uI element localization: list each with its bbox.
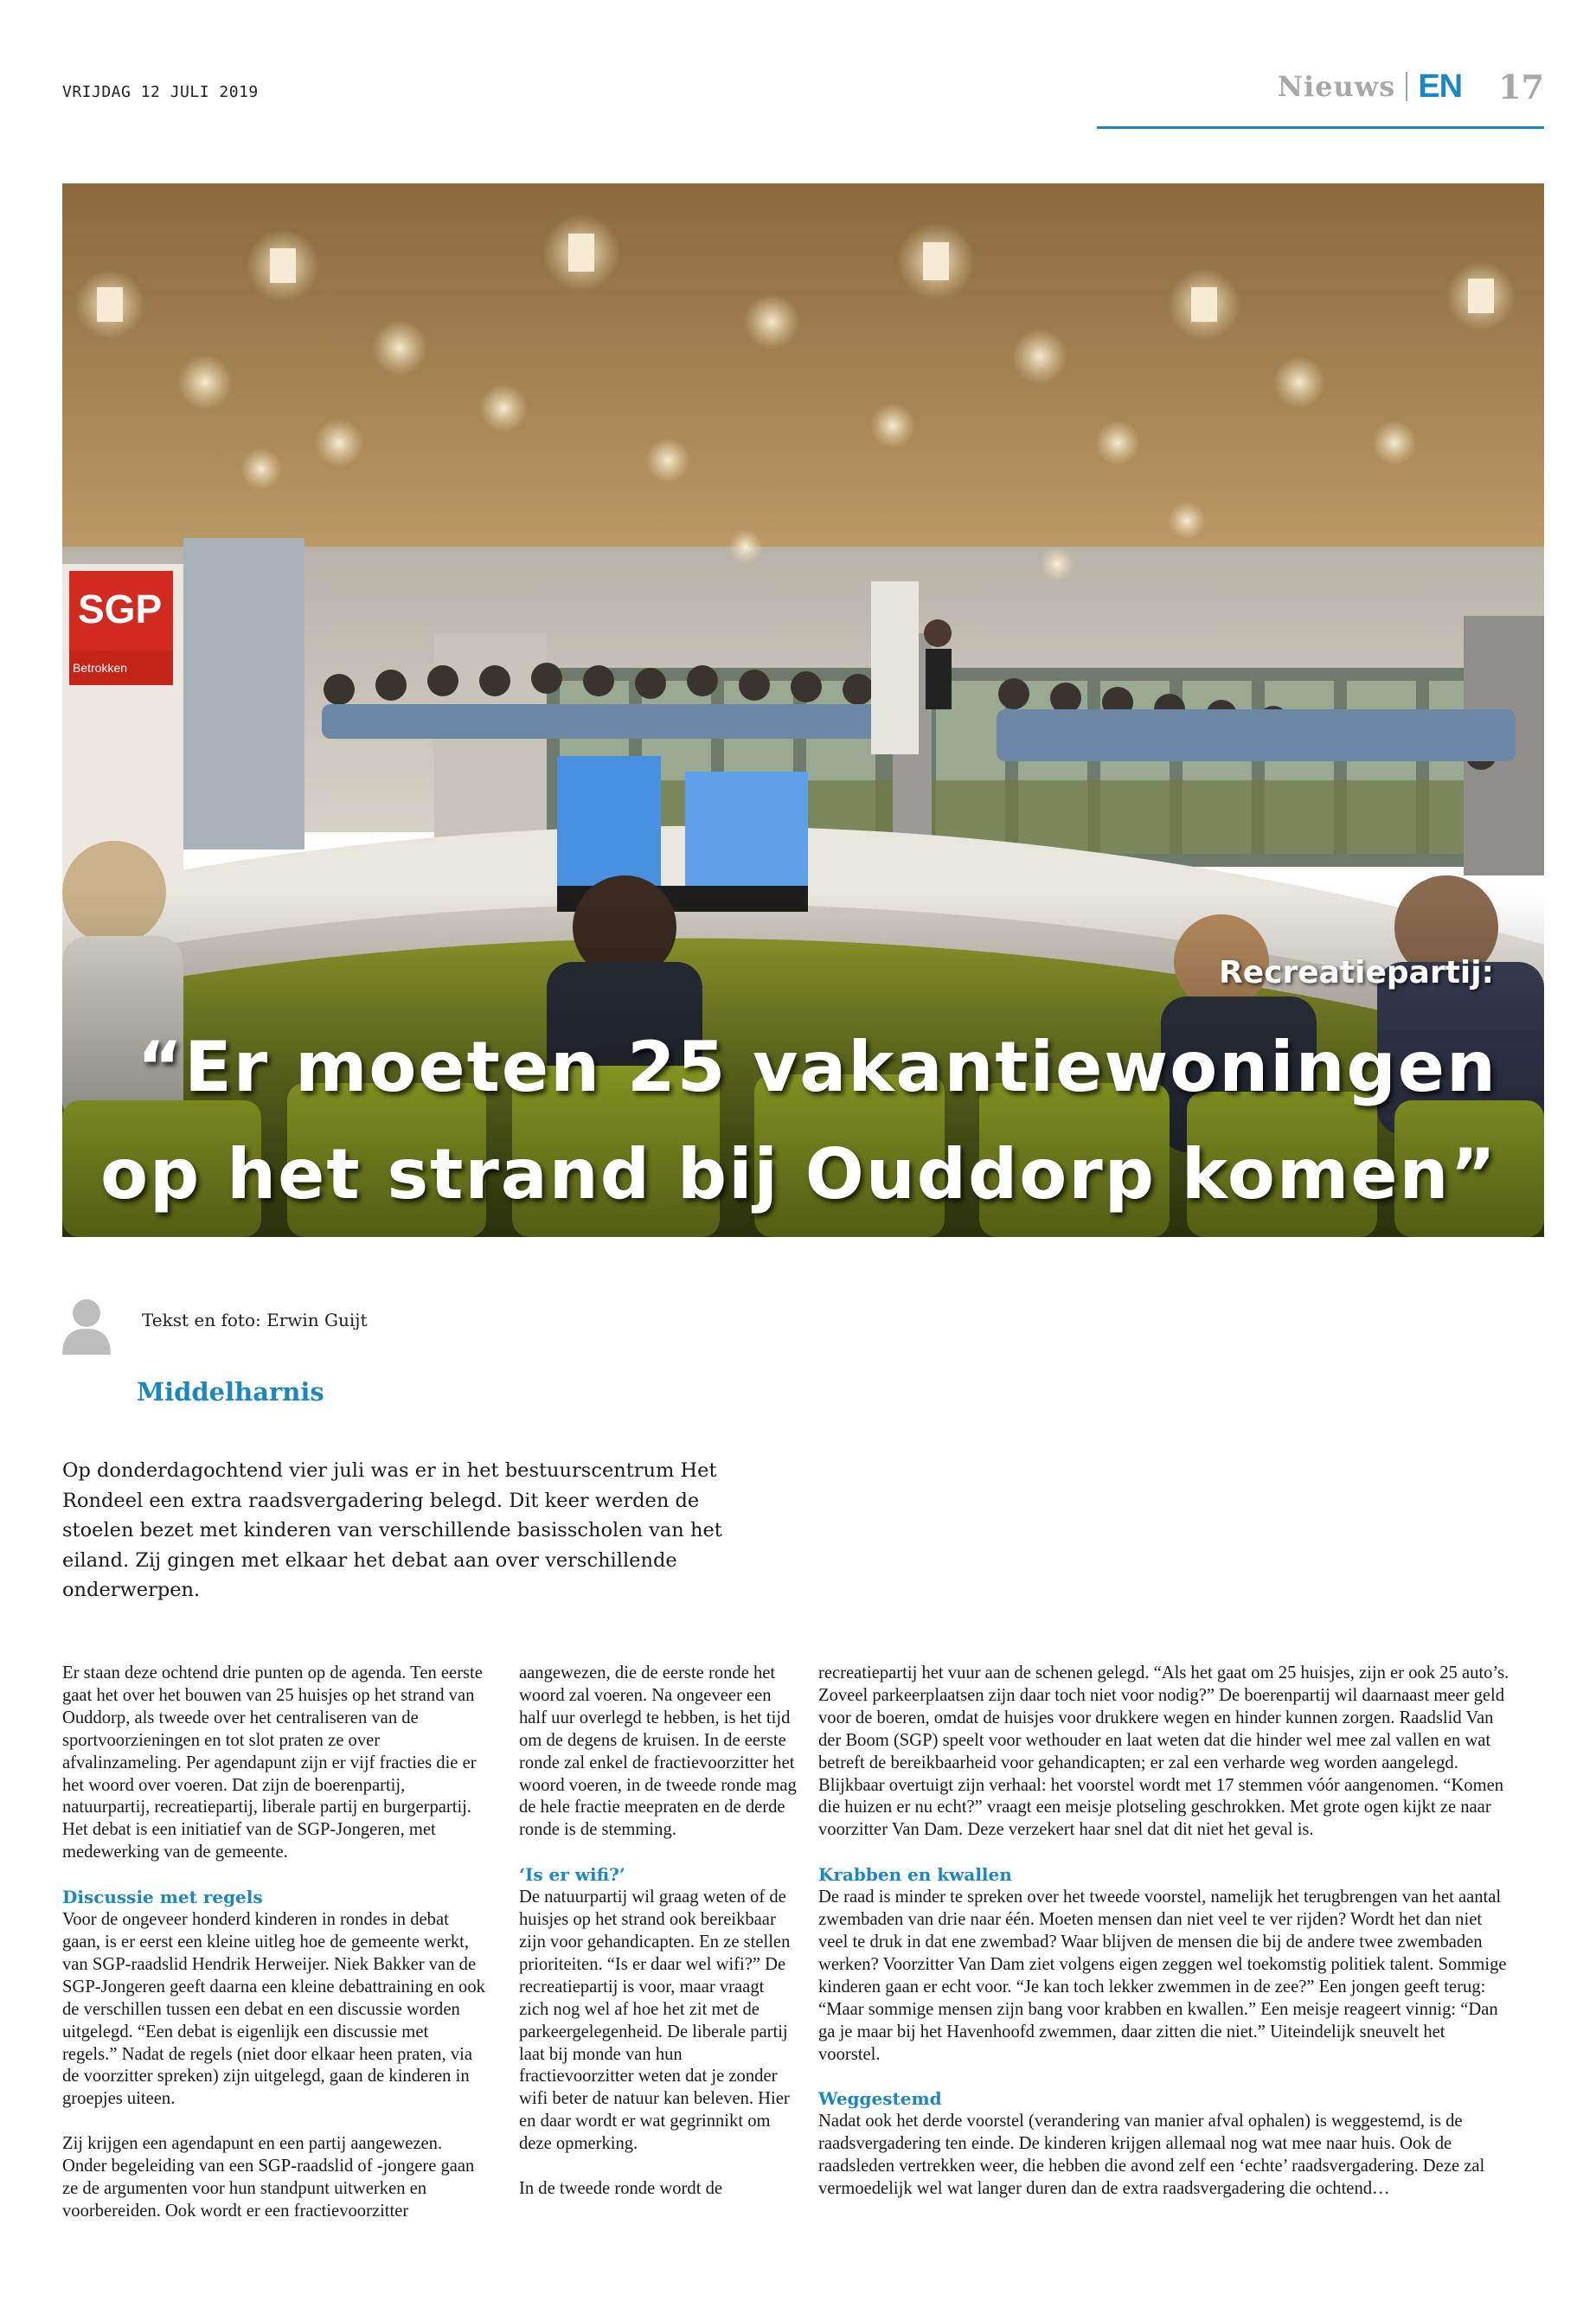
- subheading: Krabben en kwallen: [818, 1864, 1012, 1886]
- newspaper-logo: EN: [1418, 67, 1463, 105]
- banner-text: Betrokken: [73, 661, 128, 675]
- paragraph: De natuurpartij wil graag weten of de huisjes op het strand ook bereikbaar zijn voor gehandicapten. En ze stellen prioriteiten. “Is er daar wel wifi?” De recreatiepartij is voor, maar vraagt zich nog wel af hoe het zit met de parkeergelegenheid. De liberale partij laat bij monde van hun fractievoorzitter weten dat je zonder wifi beter de natuur kan beleven. Hier en daar wordt er wat gegrinnikt om deze opmerking.: [519, 1888, 791, 2154]
- page-number: 17: [1498, 67, 1544, 106]
- paragraph: Er staan deze ochtend drie punten op de agenda. Ten eerste gaat het over het bouwen van 25 huisjes op het strand van Ouddorp, als tweede over het centraliseren van de sportvoorzieningen en tot slot praten ze over afvalinzameling. Per agendapunt zijn er vijf fracties die er het woord over voeren. Dat zijn de boerenpartij, natuurpartij, recreatiepartij, liberale partij en burgerpartij. Het debat is een initiatief van de SGP-Jongeren, met medewerking van de gemeente.: [62, 1663, 483, 1862]
- section-label: Nieuws: [1277, 70, 1396, 103]
- body-column-3: [818, 1663, 1510, 2201]
- lead-paragraph: Op donderdagochtend vier juli was er in het bestuurscentrum Het Rondeel een extra raadsvergadering belegd. Dit keer werden de stoelen bezet met kinderen van verschillende basisscholen van het eiland. Zij gingen met elkaar het debat aan over verschillende onderwerpen.: [62, 1459, 722, 1601]
- paragraph: De raad is minder te spreken over het tweede voorstel, namelijk het terugbrengen van het aantal zwembaden van drie naar één. Moeten mensen dan niet veel te ver rijden? Wordt het dan niet veel te druk in dat ene zwembad? Waar blijven de mensen die bij de andere twee zwembaden werken? Voorzitter Van Dam ziet volgens eigen zeggen wel toekomstig politiek talent. Sommige kinderen gaan er echt voor. “Je kan toch lekker zwemmen in de zee?” Een jongen geeft terug: “Maar sommige mensen zijn bang voor krabben en kwallen.” Een meisje reageert vinnig: “Dan ga je maar bij het Havenhoofd zwemmen, daar zitten die niet.” Uiteindelijk sneuvelt het voorstel.: [818, 1888, 1507, 2064]
- paragraph: Zij krijgen een agendapunt en een partij aangewezen. Onder begeleiding van een SGP-raadslid of -jongere gaan ze de argumenten voor hun standpunt uitwerken en voorbereiden. Ook wordt er een fractievoorzitter: [62, 2134, 475, 2221]
- headline-line-2: op het strand bij Ouddorp komen”: [100, 1134, 1497, 1215]
- paragraph: aangewezen, die de eerste ronde het woord zal voeren. Na ongeveer een half uur overlegd te hebben, is het tijd om de degens de kruisen. In de eerste ronde zal enkel de fractievoorzitter het woord voeren, in de tweede ronde mag de hele fractie meepraten en de derde ronde is de stemming.: [519, 1663, 797, 1840]
- body-column-1: [62, 1663, 486, 2223]
- paragraph: recreatiepartij het vuur aan de schenen gelegd. “Als het gaat om 25 huisjes, zijn er ook 25 auto’s. Zoveel parkeerplaatsen zijn daar toch niet voor nodig?” De boerenpartij wil daarnaast meer geld voor de boeren, omdat de huisjes voor drukkere wegen en hinder kunnen zorgen. Raadslid Van der Boom (SGP) speelt voor wethouder en laat weten dat die hinder wel mee zal vallen en wat betreft de bereikbaarheid voor gehandicapten; er zal een verharde weg worden aangelegd. Blijkbaar overtuigt zijn verhaal: het voorstel wordt met 17 stemmen vóór aangenomen. “Komen die huizen er nu echt?” vraagt een meisje plotseling geschrokken. Met grote ogen kijkt ze naar voorzitter Van Dam. Deze verzekert haar snel dat dit niet het geval is.: [818, 1663, 1509, 1840]
- hero-photo: [62, 183, 1544, 1237]
- subheading: Discussie met regels: [62, 1887, 263, 1908]
- subheading: Weggestemd: [818, 2088, 942, 2110]
- headline-kicker: Recreatiepartij:: [1218, 955, 1494, 990]
- banner-brand: SGP: [78, 586, 163, 631]
- masthead-divider: [1406, 72, 1407, 101]
- body-column-2: [519, 1663, 798, 2201]
- paragraph: In de tweede ronde wordt de: [519, 2178, 723, 2198]
- headline: [100, 1014, 1497, 1228]
- headline-line-1: “Er moeten 25 vakantiewoningen: [137, 1027, 1497, 1107]
- masthead: [1278, 62, 1544, 111]
- paragraph: Nadat ook het derde voorstel (verandering van manier afval ophalen) is weggestemd, is de raadsvergadering ten einde. De kinderen krijgen allemaal nog wat mee naar huis. Ook de raadsleden vertrekken weer, die hebben die avond zelf een ‘echte’ raadsvergadering. Deze zal vermoedelijk wel wat langer duren dan de extra raadsvergadering die ochtend…: [818, 2112, 1485, 2199]
- byline: Tekst en foto: Erwin Guijt: [142, 1310, 368, 1330]
- header-rule: [1097, 126, 1544, 129]
- dateline-location: Middelharnis: [137, 1377, 324, 1407]
- subheading: ‘Is er wifi?’: [519, 1864, 625, 1886]
- issue-date: VRIJDAG 12 JULI 2019: [62, 83, 259, 101]
- person-icon: [62, 1298, 111, 1355]
- paragraph: Voor de ongeveer honderd kinderen in rondes in debat gaan, is er eerst een kleine uitleg hoe de gemeente werkt, van SGP-raadslid Hendrik Herweijer. Niek Bakker van de SGP-Jongeren geeft daarna een kleine debattraining en ook de verschillen tussen een debat en een discussie worden uitgelegd. “Een debat is eigenlijk een discussie met regels.” Nadat de regels (niet door elkaar heen praten, via de voorzitter spreken) zijn uitgelegd, gaan de kinderen in groepjes uiteen.: [62, 1910, 485, 2109]
